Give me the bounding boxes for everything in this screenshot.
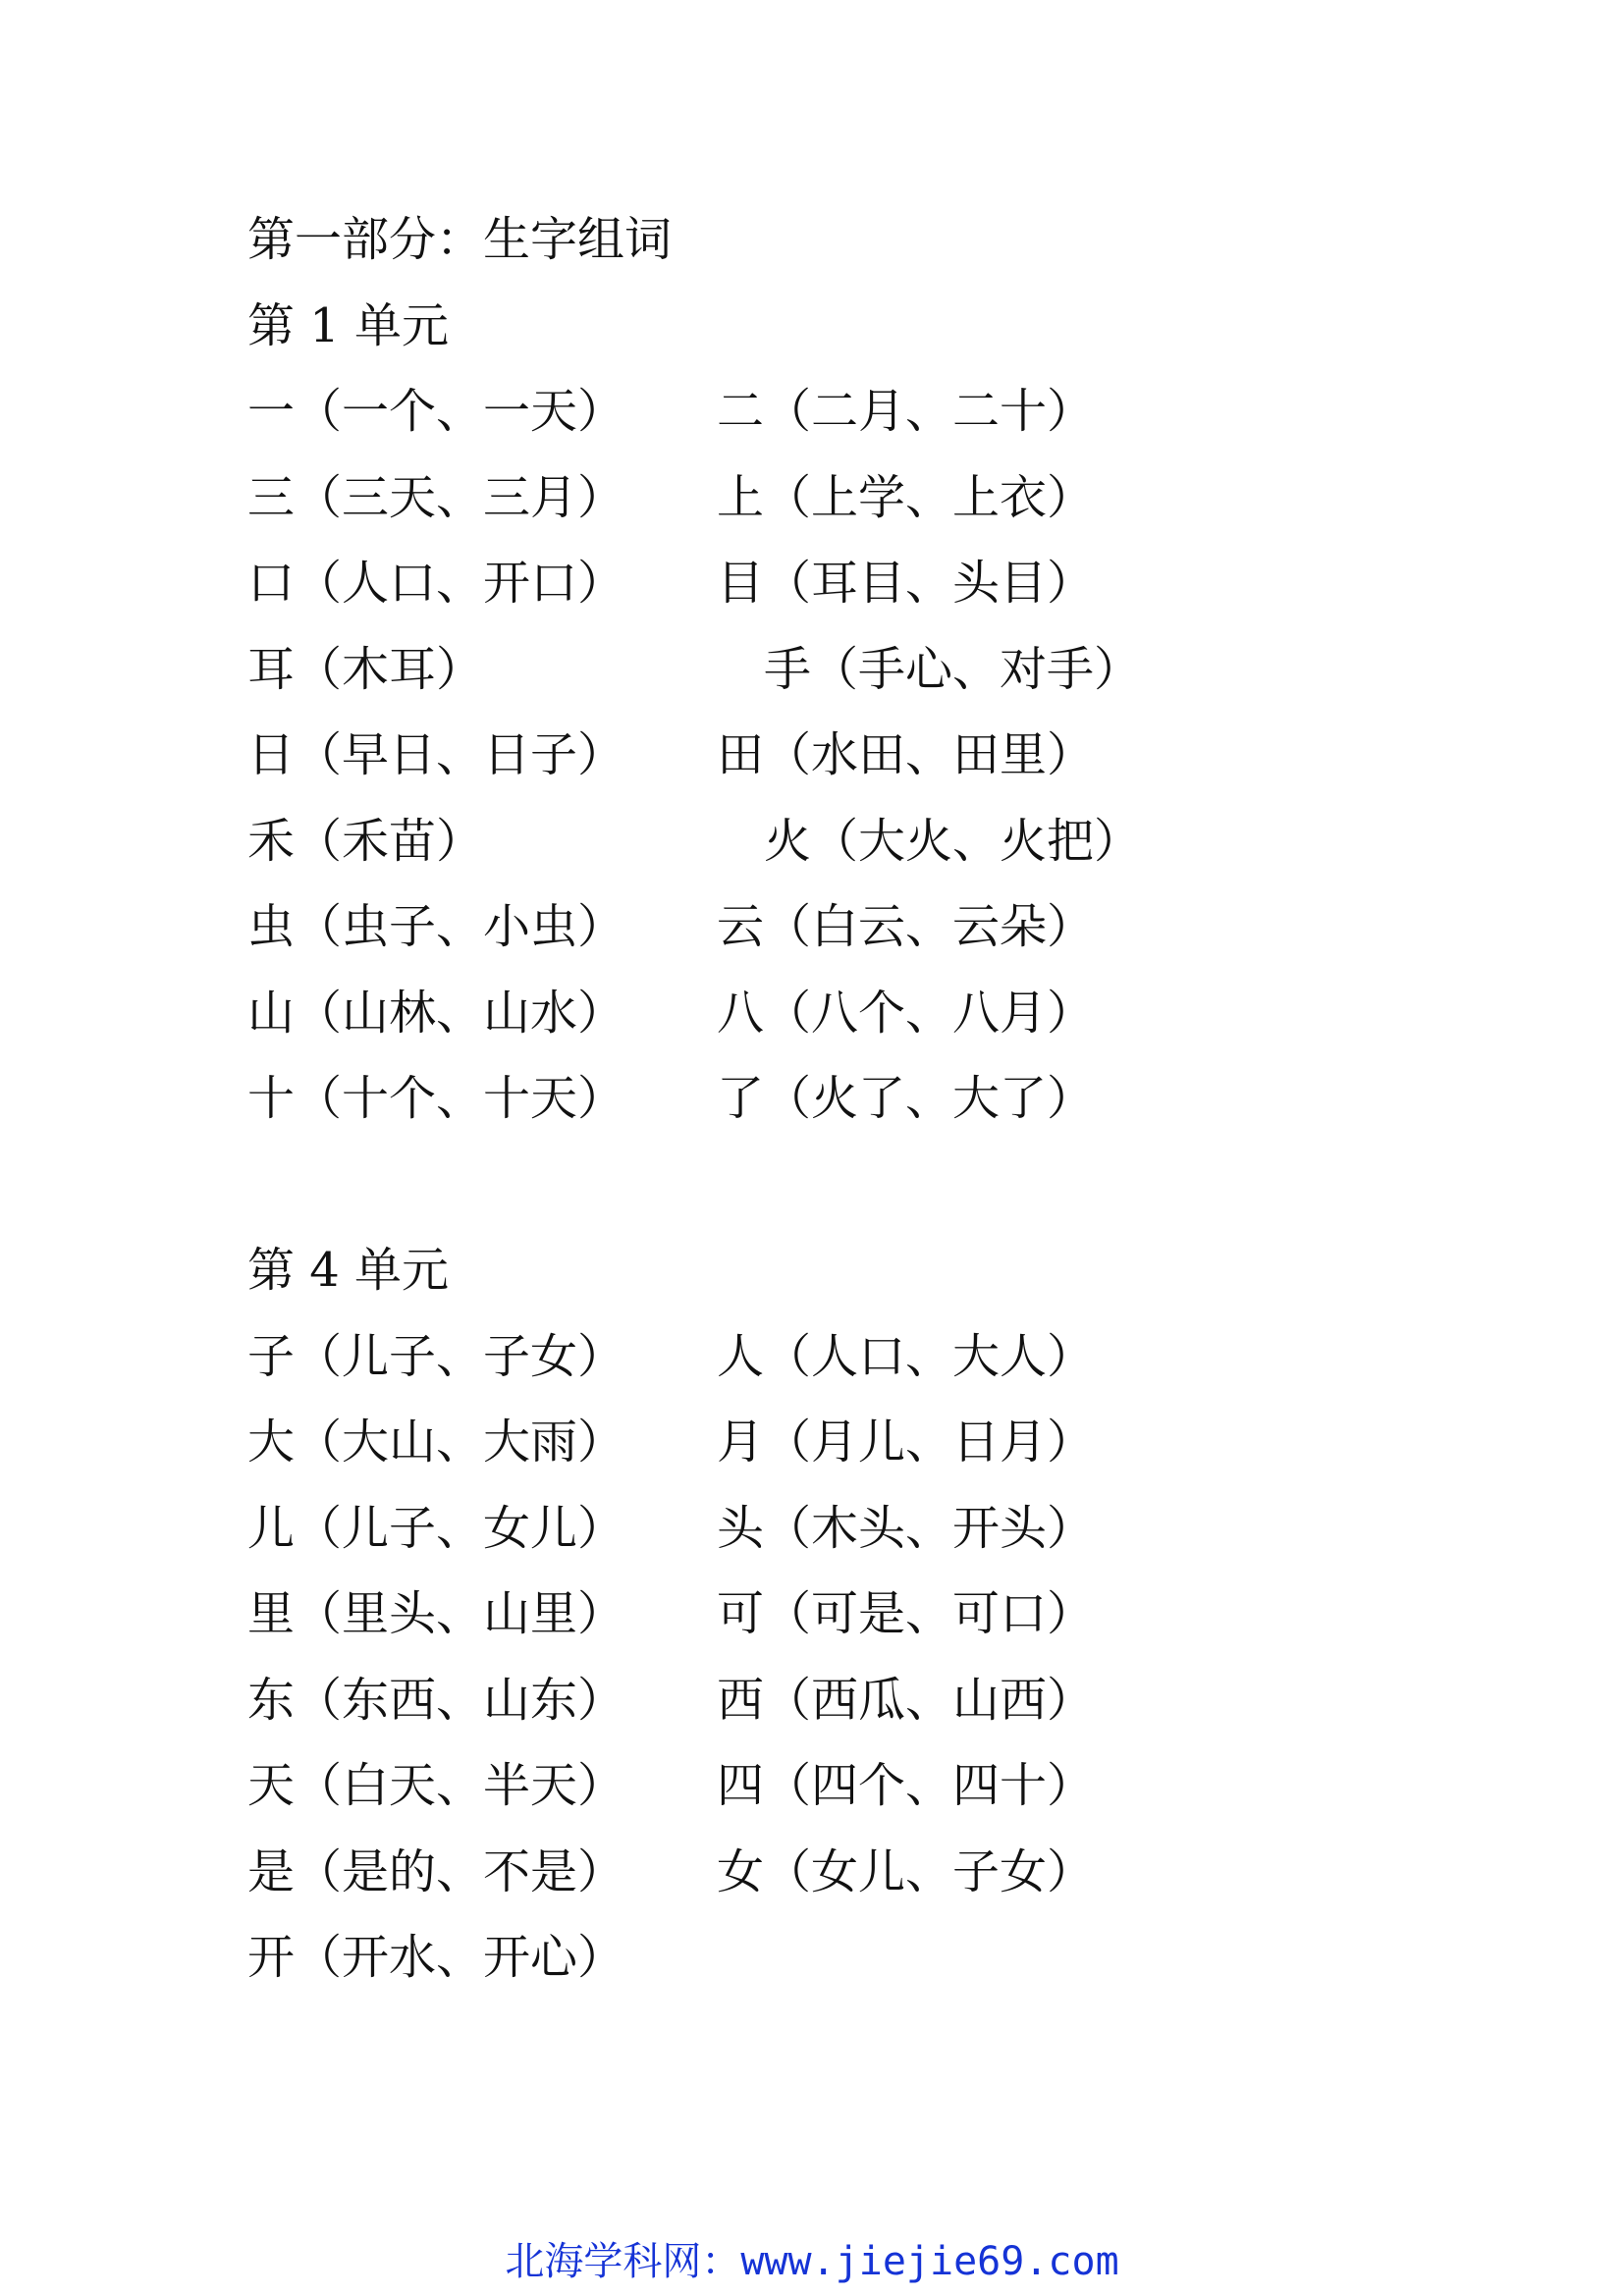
word-entry: 二（二月、二十）: [717, 384, 1095, 439]
word-entry: 虫（虫子、小虫）: [247, 899, 625, 954]
word-entry: 上（上学、上衣）: [717, 470, 1095, 525]
word-entry: 目（耳目、头目）: [717, 556, 1095, 611]
word-entry: 开（开水、开心）: [247, 1930, 625, 1985]
word-entry: 是（是的、不是）: [247, 1844, 625, 1899]
word-entry: 三（三天、三月）: [247, 470, 625, 525]
word-entry: 子（儿子、子女）: [247, 1329, 625, 1384]
word-entry: 头（木头、开头）: [717, 1501, 1095, 1556]
word-entry: 里（里头、山里）: [247, 1586, 625, 1641]
footer-watermark: 北海学科网：www.jiejie69.com: [505, 2239, 1119, 2284]
word-entry: 手（手心、对手）: [764, 642, 1142, 697]
word-entry: 西（西瓜、山西）: [717, 1673, 1095, 1728]
word-entry: 田（水田、田里）: [717, 727, 1095, 782]
word-entry: 火（大火、火把）: [764, 814, 1142, 869]
word-entry: 一（一个、一天）: [247, 384, 625, 439]
word-entry: 东（东西、山东）: [247, 1673, 625, 1728]
word-entry: 日（早日、日子）: [247, 727, 625, 782]
part-title: 第一部分：生字组词: [247, 212, 673, 267]
word-entry: 女（女儿、子女）: [717, 1844, 1095, 1899]
word-entry: 大（大山、大雨）: [247, 1415, 625, 1469]
word-entry: 人（人口、大人）: [717, 1329, 1095, 1384]
unit-title: 第 4 单元: [247, 1243, 450, 1298]
word-entry: 八（八个、八月）: [717, 986, 1095, 1041]
word-entry: 口（人口、开口）: [247, 556, 625, 611]
word-entry: 了（火了、大了）: [717, 1071, 1095, 1126]
word-entry: 禾（禾苗）: [247, 814, 484, 869]
word-entry: 天（白天、半天）: [247, 1758, 625, 1813]
word-entry: 儿（儿子、女儿）: [247, 1501, 625, 1556]
unit-title: 第 1 单元: [247, 298, 450, 353]
word-entry: 山（山林、山水）: [247, 986, 625, 1041]
word-entry: 可（可是、可口）: [717, 1586, 1095, 1641]
word-entry: 四（四个、四十）: [717, 1758, 1095, 1813]
word-entry: 耳（木耳）: [247, 642, 484, 697]
word-entry: 十（十个、十天）: [247, 1071, 625, 1126]
word-entry: 月（月儿、日月）: [717, 1415, 1095, 1469]
word-entry: 云（白云、云朵）: [717, 899, 1095, 954]
